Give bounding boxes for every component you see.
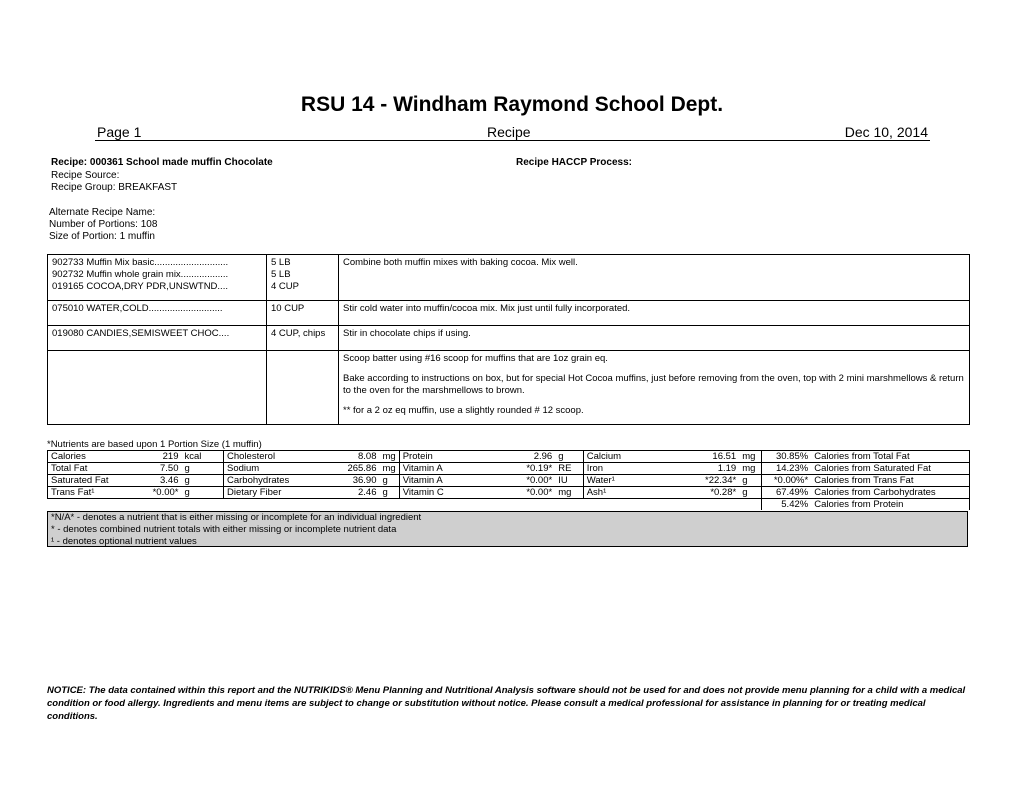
nutrient-name: Carbohydrates xyxy=(224,475,316,487)
nutrient-row xyxy=(48,487,970,499)
ingredient-cell xyxy=(48,326,267,351)
document-type: Recipe xyxy=(487,124,531,140)
nutrient-name: Vitamin A xyxy=(399,475,491,487)
recipe-step-row xyxy=(48,301,970,326)
nutrient-name: Calcium xyxy=(583,451,675,463)
nutrient-value: *0.28* xyxy=(710,487,737,498)
nutrient-value: 7.50 xyxy=(160,463,179,474)
amount: 10 CUP xyxy=(271,303,305,314)
calorie-label: Calories from Trans Fat xyxy=(811,475,969,487)
instruction-cell xyxy=(339,326,970,351)
legend-line: * - denotes combined nutrient totals with either missing or incomplete nutrient data xyxy=(51,524,397,535)
portion-size: Size of Portion: 1 muffin xyxy=(49,231,155,242)
alternate-recipe-name: Alternate Recipe Name: xyxy=(49,207,156,218)
page-header-line xyxy=(95,124,930,141)
ingredient: 019080 CANDIES,SEMISWEET CHOC.... xyxy=(52,328,230,339)
calorie-percent: *0.00%* xyxy=(761,475,811,487)
ingredient: 902732 Muffin whole grain mix.................. xyxy=(52,269,229,280)
nutrient-value: *22.34* xyxy=(705,475,737,486)
nutrient-unit: kcal xyxy=(184,451,202,462)
legend-line: ¹ - denotes optional nutrient values xyxy=(51,536,197,547)
ingredient: 902733 Muffin Mix basic............................ xyxy=(52,257,229,268)
nutrient-value: 1.19 xyxy=(717,463,737,474)
amount: 4 CUP xyxy=(271,281,299,292)
recipe-step-row xyxy=(48,351,970,425)
report-date: Dec 10, 2014 xyxy=(844,124,928,140)
nutrient-value: 265.86 xyxy=(347,463,377,474)
nutrient-name: Saturated Fat xyxy=(48,475,134,487)
nutrient-value: 3.46 xyxy=(160,475,179,486)
nutrient-unit: g xyxy=(558,451,564,462)
nutrient-unit: mg xyxy=(558,487,572,498)
nutrient-unit: g xyxy=(184,475,190,486)
nutrient-row xyxy=(48,475,970,487)
calorie-label: Calories from Saturated Fat xyxy=(811,463,969,475)
calorie-label: Calories from Protein xyxy=(811,499,969,511)
amount-cell xyxy=(267,351,339,425)
nutrient-unit: g xyxy=(742,475,748,486)
nutrient-unit: g xyxy=(184,487,190,498)
recipe-group: Recipe Group: BREAKFAST xyxy=(51,182,178,193)
nutrient-value: *0.00* xyxy=(526,487,553,498)
nutrient-value: 8.08 xyxy=(358,451,377,462)
ingredient-cell xyxy=(48,351,267,425)
recipe-name: Recipe: 000361 School made muffin Chocolate xyxy=(51,157,273,168)
instruction: Combine both muffin mixes with baking cocoa. Mix well. xyxy=(343,257,578,268)
recipe-step-row xyxy=(48,255,970,301)
nutrient-name: Vitamin A xyxy=(399,463,491,475)
amount-cell xyxy=(267,326,339,351)
nutrient-name: Cholesterol xyxy=(224,451,316,463)
nutrient-name: Iron xyxy=(583,463,675,475)
recipe-source: Recipe Source: xyxy=(51,170,120,181)
nutrient-unit: mg xyxy=(382,451,396,462)
calorie-label: Calories from Total Fat xyxy=(811,451,969,463)
instruction-cell xyxy=(339,301,970,326)
calorie-label: Calories from Carbohydrates xyxy=(811,487,969,499)
nutrient-unit: mg xyxy=(742,463,756,474)
nutrient-value: *0.19* xyxy=(526,463,553,474)
ingredient: 075010 WATER,COLD............................ xyxy=(52,303,223,314)
ingredient: 019165 COCOA,DRY PDR,UNSWTND.... xyxy=(52,281,228,292)
amount-cell xyxy=(267,255,339,301)
calorie-percent: 30.85% xyxy=(761,451,811,463)
number-of-portions: Number of Portions: 108 xyxy=(49,219,158,230)
recipe-haccp-label: Recipe HACCP Process: xyxy=(516,157,632,168)
amount-cell xyxy=(267,301,339,326)
nutrient-name: Dietary Fiber xyxy=(224,487,316,499)
nutrient-row xyxy=(48,451,970,463)
amount: 5 LB xyxy=(271,257,291,268)
recipe-steps-table xyxy=(47,254,970,425)
recipe-step-row xyxy=(48,326,970,351)
nutrient-unit: RE xyxy=(558,463,572,474)
nutrient-name: Water¹ xyxy=(583,475,675,487)
ingredient-cell xyxy=(48,301,267,326)
calorie-percent: 5.42% xyxy=(761,499,811,511)
instruction: Scoop batter using #16 scoop for muffins that are 1oz grain eq. xyxy=(343,353,608,364)
page-number: Page 1 xyxy=(97,124,142,140)
legend-line: *N/A* - denotes a nutrient that is either missing or incomplete for an individual ingredient xyxy=(51,512,422,523)
nutrient-basis-note: *Nutrients are based upon 1 Portion Size (1 muffin) xyxy=(47,439,262,450)
nutrient-row xyxy=(48,499,970,511)
calorie-percent: 67.49% xyxy=(761,487,811,499)
amount: 5 LB xyxy=(271,269,291,280)
nutrient-name: Total Fat xyxy=(48,463,134,475)
instruction: Stir cold water into muffin/cocoa mix. Mix just until fully incorporated. xyxy=(343,303,631,314)
nutrient-unit: g xyxy=(742,487,748,498)
calorie-percent: 14.23% xyxy=(761,463,811,475)
nutrient-value: 219 xyxy=(162,451,179,462)
nutrient-name: Vitamin C xyxy=(399,487,491,499)
nutrient-name: Trans Fat¹ xyxy=(48,487,134,499)
nutrient-value: *0.00* xyxy=(526,475,553,486)
nutrient-value: 36.90 xyxy=(352,475,377,486)
nutrient-name: Calories xyxy=(48,451,134,463)
nutrient-row xyxy=(48,463,970,475)
nutrient-unit: g xyxy=(382,475,388,486)
nutrient-unit: mg xyxy=(382,463,396,474)
instruction: Bake according to instructions on box, but for special Hot Cocoa muffins, just before removing from the oven, top with 2 mini marshmellows & return to the oven for the marshmellows to brown. xyxy=(343,373,964,396)
nutrient-unit: g xyxy=(382,487,388,498)
nutrient-unit: IU xyxy=(558,475,568,486)
nutrient-name: Sodium xyxy=(224,463,316,475)
instruction: ** for a 2 oz eq muffin, use a slightly rounded # 12 scoop. xyxy=(343,405,584,416)
nutrient-table xyxy=(47,450,970,510)
nutrient-value: 2.46 xyxy=(358,487,377,498)
amount: 4 CUP, chips xyxy=(271,328,326,339)
nutrient-unit: mg xyxy=(742,451,756,462)
nutrient-unit: g xyxy=(184,463,190,474)
legend-box xyxy=(47,511,968,547)
instruction: Stir in chocolate chips if using. xyxy=(343,328,471,339)
ingredient-cell xyxy=(48,255,267,301)
nutrient-name: Ash¹ xyxy=(583,487,675,499)
nutrient-value: *0.00* xyxy=(152,487,179,498)
report-title: RSU 14 - Windham Raymond School Dept. xyxy=(300,93,724,116)
nutrient-name: Protein xyxy=(399,451,491,463)
nutrient-value: 2.96 xyxy=(533,451,553,462)
nutrient-value: 16.51 xyxy=(712,451,737,462)
notice-text: NOTICE: The data contained within this report and the NUTRIKIDS® Menu Planning and Nutritional Analysis software should not be used for and does not provide menu planning for a child with a medical condition or food allergy. Ingredients and menu items are subject to change or substitution without notice. Please consult a medical professional for assistance in planning for or treating medical conditions. xyxy=(47,685,966,722)
instruction-cell xyxy=(339,255,970,301)
instruction-cell xyxy=(339,351,970,425)
